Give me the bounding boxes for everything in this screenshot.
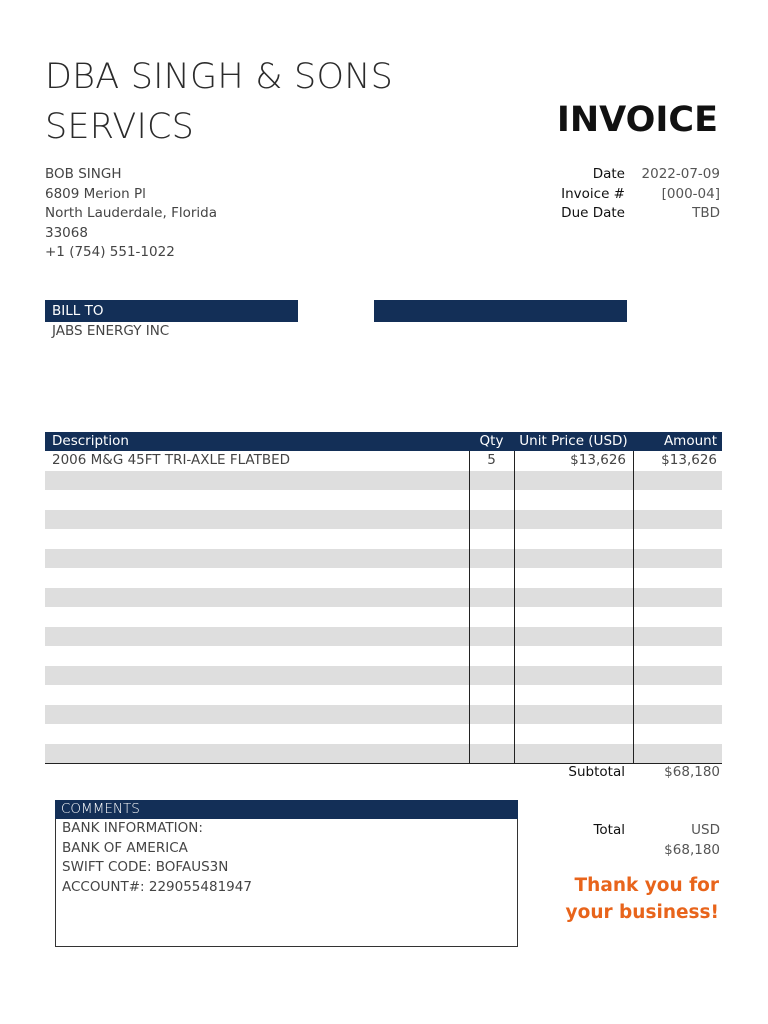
cell-unit-price: [514, 627, 633, 647]
sender-city-state: North Lauderdale, Florida: [45, 205, 217, 221]
table-row: [45, 471, 722, 491]
meta-date: [520, 165, 720, 185]
table-row: [45, 549, 722, 569]
subtotal-row: [520, 763, 720, 782]
cell-description: [45, 685, 469, 705]
cell-qty: [469, 646, 514, 666]
subtotal-label: Subtotal: [568, 764, 625, 780]
cell-amount: [633, 705, 722, 725]
cell-amount: [633, 510, 722, 530]
cell-qty: [469, 685, 514, 705]
table-row: [45, 529, 722, 549]
table-row: [45, 646, 722, 666]
table-body: [45, 451, 722, 763]
cell-amount: $13,626: [661, 452, 717, 468]
cell-amount: [633, 568, 722, 588]
cell-description: [45, 490, 469, 510]
table-row: [45, 451, 722, 471]
cell-unit-price: [514, 588, 633, 608]
meta-label: Date: [592, 166, 625, 182]
total-currency: USD: [691, 822, 720, 838]
cell-description: [45, 471, 469, 491]
comments-box: [55, 800, 518, 947]
table-row: [45, 705, 722, 725]
cell-unit-price: [514, 510, 633, 530]
cell-qty: [469, 549, 514, 569]
cell-description: [45, 510, 469, 530]
cell-amount: [633, 724, 722, 744]
header-description: Description: [52, 433, 129, 449]
sender-phone: +1 (754) 551-1022: [45, 244, 175, 260]
total-value: $68,180: [664, 842, 720, 858]
meta-label: Due Date: [561, 205, 625, 221]
cell-qty: [469, 607, 514, 627]
total-label: Total: [593, 822, 625, 838]
cell-description: [45, 529, 469, 549]
table-row: [45, 744, 722, 764]
cell-description: [45, 744, 469, 764]
company-name-line2: SERVICS: [45, 107, 195, 147]
cell-description: [45, 724, 469, 744]
comment-line: SWIFT CODE: BOFAUS3N: [62, 859, 229, 875]
cell-amount: [633, 529, 722, 549]
meta-due-date: [520, 204, 720, 224]
cell-amount: [633, 588, 722, 608]
cell-unit-price: [514, 666, 633, 686]
total-row: [520, 820, 720, 840]
cell-description: [45, 666, 469, 686]
cell-qty: 5: [487, 452, 496, 468]
cell-qty: [469, 744, 514, 764]
cell-unit-price: [514, 744, 633, 764]
cell-qty: [469, 705, 514, 725]
table-row: [45, 588, 722, 608]
meta-value: TBD: [692, 205, 720, 221]
cell-unit-price: [514, 490, 633, 510]
thank-you-message: [566, 872, 719, 926]
cell-unit-price: [514, 471, 633, 491]
cell-unit-price: [514, 685, 633, 705]
meta-invoice-number: [520, 185, 720, 205]
table-row: [45, 568, 722, 588]
cell-unit-price: [514, 646, 633, 666]
table-row: [45, 490, 722, 510]
invoice-meta: [520, 165, 720, 224]
sender-name: BOB SINGH: [45, 166, 122, 182]
cell-amount: [633, 646, 722, 666]
cell-unit-price: [514, 568, 633, 588]
meta-value: [000-04]: [661, 185, 720, 202]
cell-description: [45, 607, 469, 627]
cell-qty: [469, 666, 514, 686]
comment-line: ACCOUNT#: 229055481947: [62, 878, 252, 895]
document-title: INVOICE: [556, 100, 718, 140]
cell-qty: [469, 627, 514, 647]
table-row: [45, 607, 722, 627]
table-row: [45, 724, 722, 744]
header-qty: Qty: [479, 433, 504, 449]
line-items-table: [45, 432, 722, 764]
sender-zip: 33068: [45, 224, 88, 241]
cell-amount: [633, 627, 722, 647]
comment-line: BANK INFORMATION:: [62, 820, 203, 836]
total-value-row: [520, 840, 720, 860]
total-spacer: [520, 840, 625, 860]
cell-amount: [633, 549, 722, 569]
cell-description: [45, 627, 469, 647]
cell-unit-price: [514, 549, 633, 569]
ship-to-header: [374, 300, 627, 322]
cell-description: [45, 646, 469, 666]
cell-amount: [633, 471, 722, 491]
sender-street: 6809 Merion Pl: [45, 185, 146, 202]
thank-you-line2: your business!: [565, 902, 719, 923]
cell-description: [45, 568, 469, 588]
cell-description: [45, 588, 469, 608]
table-row: [45, 510, 722, 530]
subtotal-value: $68,180: [664, 764, 720, 780]
company-name: [45, 52, 393, 152]
comments-header: COMMENTS: [55, 800, 518, 819]
meta-label: Invoice #: [561, 185, 625, 202]
table-row: [45, 666, 722, 686]
column-divider: [514, 451, 515, 763]
cell-amount: [633, 744, 722, 764]
cell-unit-price: [514, 607, 633, 627]
bill-to-value: JABS ENERGY INC: [52, 323, 170, 339]
header-amount: Amount: [663, 433, 717, 449]
cell-amount: [633, 666, 722, 686]
total-block: [520, 820, 720, 860]
cell-description: [45, 705, 469, 725]
cell-amount: [633, 685, 722, 705]
thank-you-line1: Thank you for: [574, 875, 719, 896]
cell-description: [45, 549, 469, 569]
cell-unit-price: [514, 529, 633, 549]
cell-qty: [469, 568, 514, 588]
cell-qty: [469, 471, 514, 491]
cell-amount: [633, 490, 722, 510]
table-row: [45, 685, 722, 705]
cell-unit-price: [514, 705, 633, 725]
table-row: [45, 627, 722, 647]
cell-unit-price: [514, 724, 633, 744]
column-divider: [469, 451, 470, 763]
header-unit-price: Unit Price (USD): [519, 433, 628, 449]
comments-body: [56, 819, 517, 897]
cell-qty: [469, 588, 514, 608]
cell-amount: [633, 607, 722, 627]
cell-unit-price: $13,626: [570, 452, 626, 468]
meta-value: 2022-07-09: [641, 166, 720, 182]
comment-line: BANK OF AMERICA: [62, 839, 188, 856]
cell-qty: [469, 724, 514, 744]
cell-description: 2006 M&G 45FT TRI-AXLE FLATBED: [52, 452, 291, 468]
company-name-line1: DBA SINGH & SONS: [45, 57, 394, 97]
table-header: [45, 432, 722, 451]
column-divider: [633, 451, 634, 763]
bill-to-header: BILL TO: [45, 300, 298, 322]
cell-qty: [469, 490, 514, 510]
sender-address: [45, 165, 217, 263]
cell-qty: [469, 510, 514, 530]
cell-qty: [469, 529, 514, 549]
